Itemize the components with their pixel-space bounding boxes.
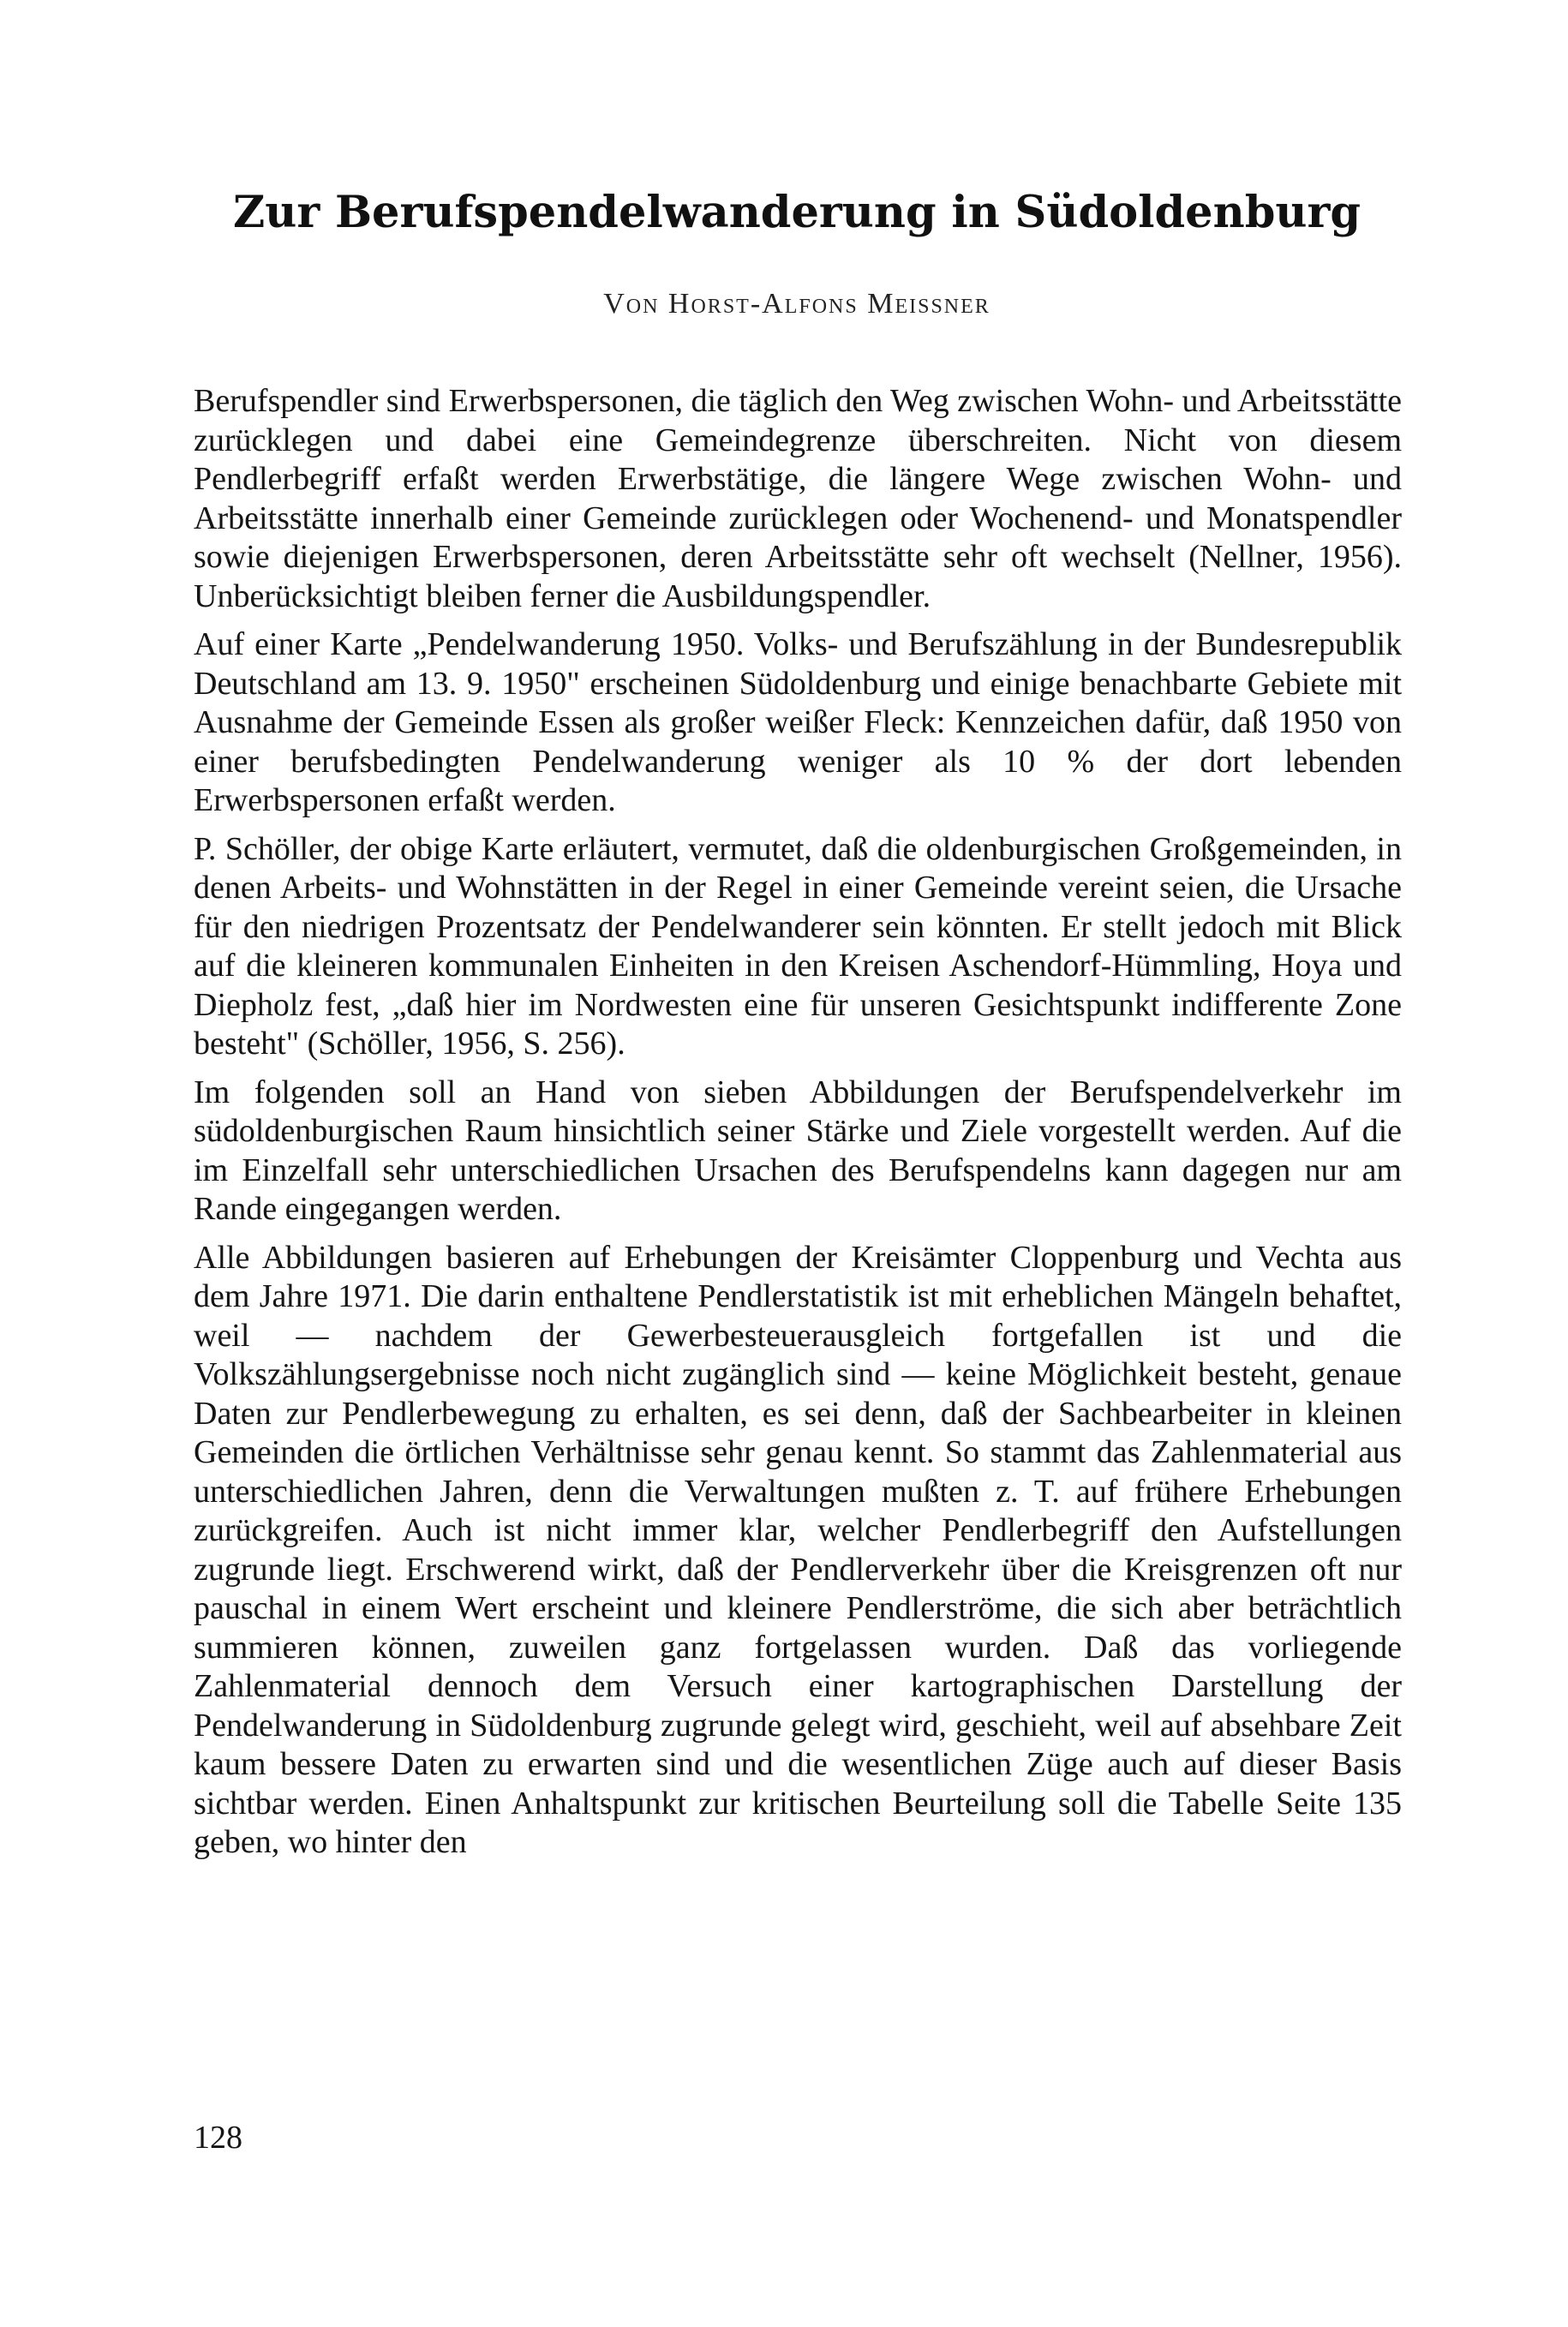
- paragraph: Berufspendler sind Erwerbspersonen, die täglich den Weg zwischen Wohn- und Arbeitsstätte zurücklegen und dabei eine Gemeindegrenze überschreiten. Nicht von diesem Pendlerbegriff erfaßt werden Erwerbstätige, die längere Wege zwischen Wohn- und Arbeitsstätte innerhalb einer Gemeinde zurücklegen oder Wochenend- und Monatspendler sowie diejenigen Erwerbspersonen, deren Arbeitsstätte sehr oft wechselt (Nellner, 1956). Unberücksichtigt bleiben ferner die Ausbildungspendler.: [194, 383, 1402, 614]
- page-number: 128: [194, 2120, 242, 2156]
- paragraph: Im folgenden soll an Hand von sieben Abbildungen der Berufspendelverkehr im südoldenburgischen Raum hinsichtlich seiner Stärke und Ziele vorgestellt werden. Auf die im Einzelfall sehr unterschiedlichen Ursachen des Berufspendelns kann dagegen nur am Rande eingegangen werden.: [194, 1074, 1402, 1227]
- body-text: [194, 382, 1402, 1872]
- document-title: Zur Berufspendelwanderung in Südoldenburg: [233, 187, 1361, 238]
- paragraph: Auf einer Karte „Pendelwanderung 1950. Volks- und Berufszählung in der Bundesrepublik Deutschland am 13. 9. 1950" erscheinen Südoldenburg und einige benachbarte Gebiete mit Ausnahme der Gemeinde Essen als großer weißer Fleck: Kennzeichen dafür, daß 1950 von einer berufsbedingten Pendelwanderung weniger als 10 % der dort lebenden Erwerbspersonen erfaßt werden.: [194, 626, 1402, 818]
- paragraph: Alle Abbildungen basieren auf Erhebungen der Kreisämter Cloppenburg und Vechta aus dem Jahre 1971. Die darin enthaltene Pendlerstatistik ist mit erheblichen Mängeln behaftet, weil — nachdem der Gewerbesteuerausgleich fortgefallen ist und die Volkszählungsergebnisse noch nicht zugänglich sind — keine Möglichkeit besteht, genaue Daten zur Pendlerbewegung zu erhalten, es sei denn, daß der Sachbearbeiter in kleinen Gemeinden die örtlichen Verhältnisse sehr genau kennt. So stammt das Zahlenmaterial aus unterschiedlichen Jahren, denn die Verwaltungen mußten z. T. auf frühere Erhebungen zurückgreifen. Auch ist nicht immer klar, welcher Pendlerbegriff den Aufstellungen zugrunde liegt. Erschwerend wirkt, daß der Pendlerverkehr über die Kreisgrenzen oft nur pauschal in einem Wert erscheint und kleinere Pendlerströme, die sich aber beträchtlich summieren können, zuweilen ganz fortgelassen wurden. Daß das vorliegende Zahlenmaterial dennoch dem Versuch einer kartographischen Darstellung der Pendelwanderung in Südoldenburg zugrunde gelegt wird, geschieht, weil auf absehbare Zeit kaum bessere Daten zu erwarten sind und die wesentlichen Züge auch auf dieser Basis sichtbar werden. Einen Anhaltspunkt zur kritischen Beurteilung soll die Tabelle Seite 135 geben, wo hinter den: [194, 1239, 1402, 1860]
- author-line: Von Horst-Alfons Meissner: [603, 288, 990, 320]
- paragraph: P. Schöller, der obige Karte erläutert, vermutet, daß die oldenburgischen Großgemeinden, in denen Arbeits- und Wohnstätten in der Regel in einer Gemeinde vereint seien, die Ursache für den niedrigen Prozentsatz der Pendelwanderer sein könnten. Er stellt jedoch mit Blick auf die kleineren kommunalen Einheiten in den Kreisen Aschendorf-Hümmling, Hoya und Diepholz fest, „daß hier im Nordwesten eine für unseren Gesichtspunkt indifferente Zone besteht" (Schöller, 1956, S. 256).: [194, 830, 1402, 1062]
